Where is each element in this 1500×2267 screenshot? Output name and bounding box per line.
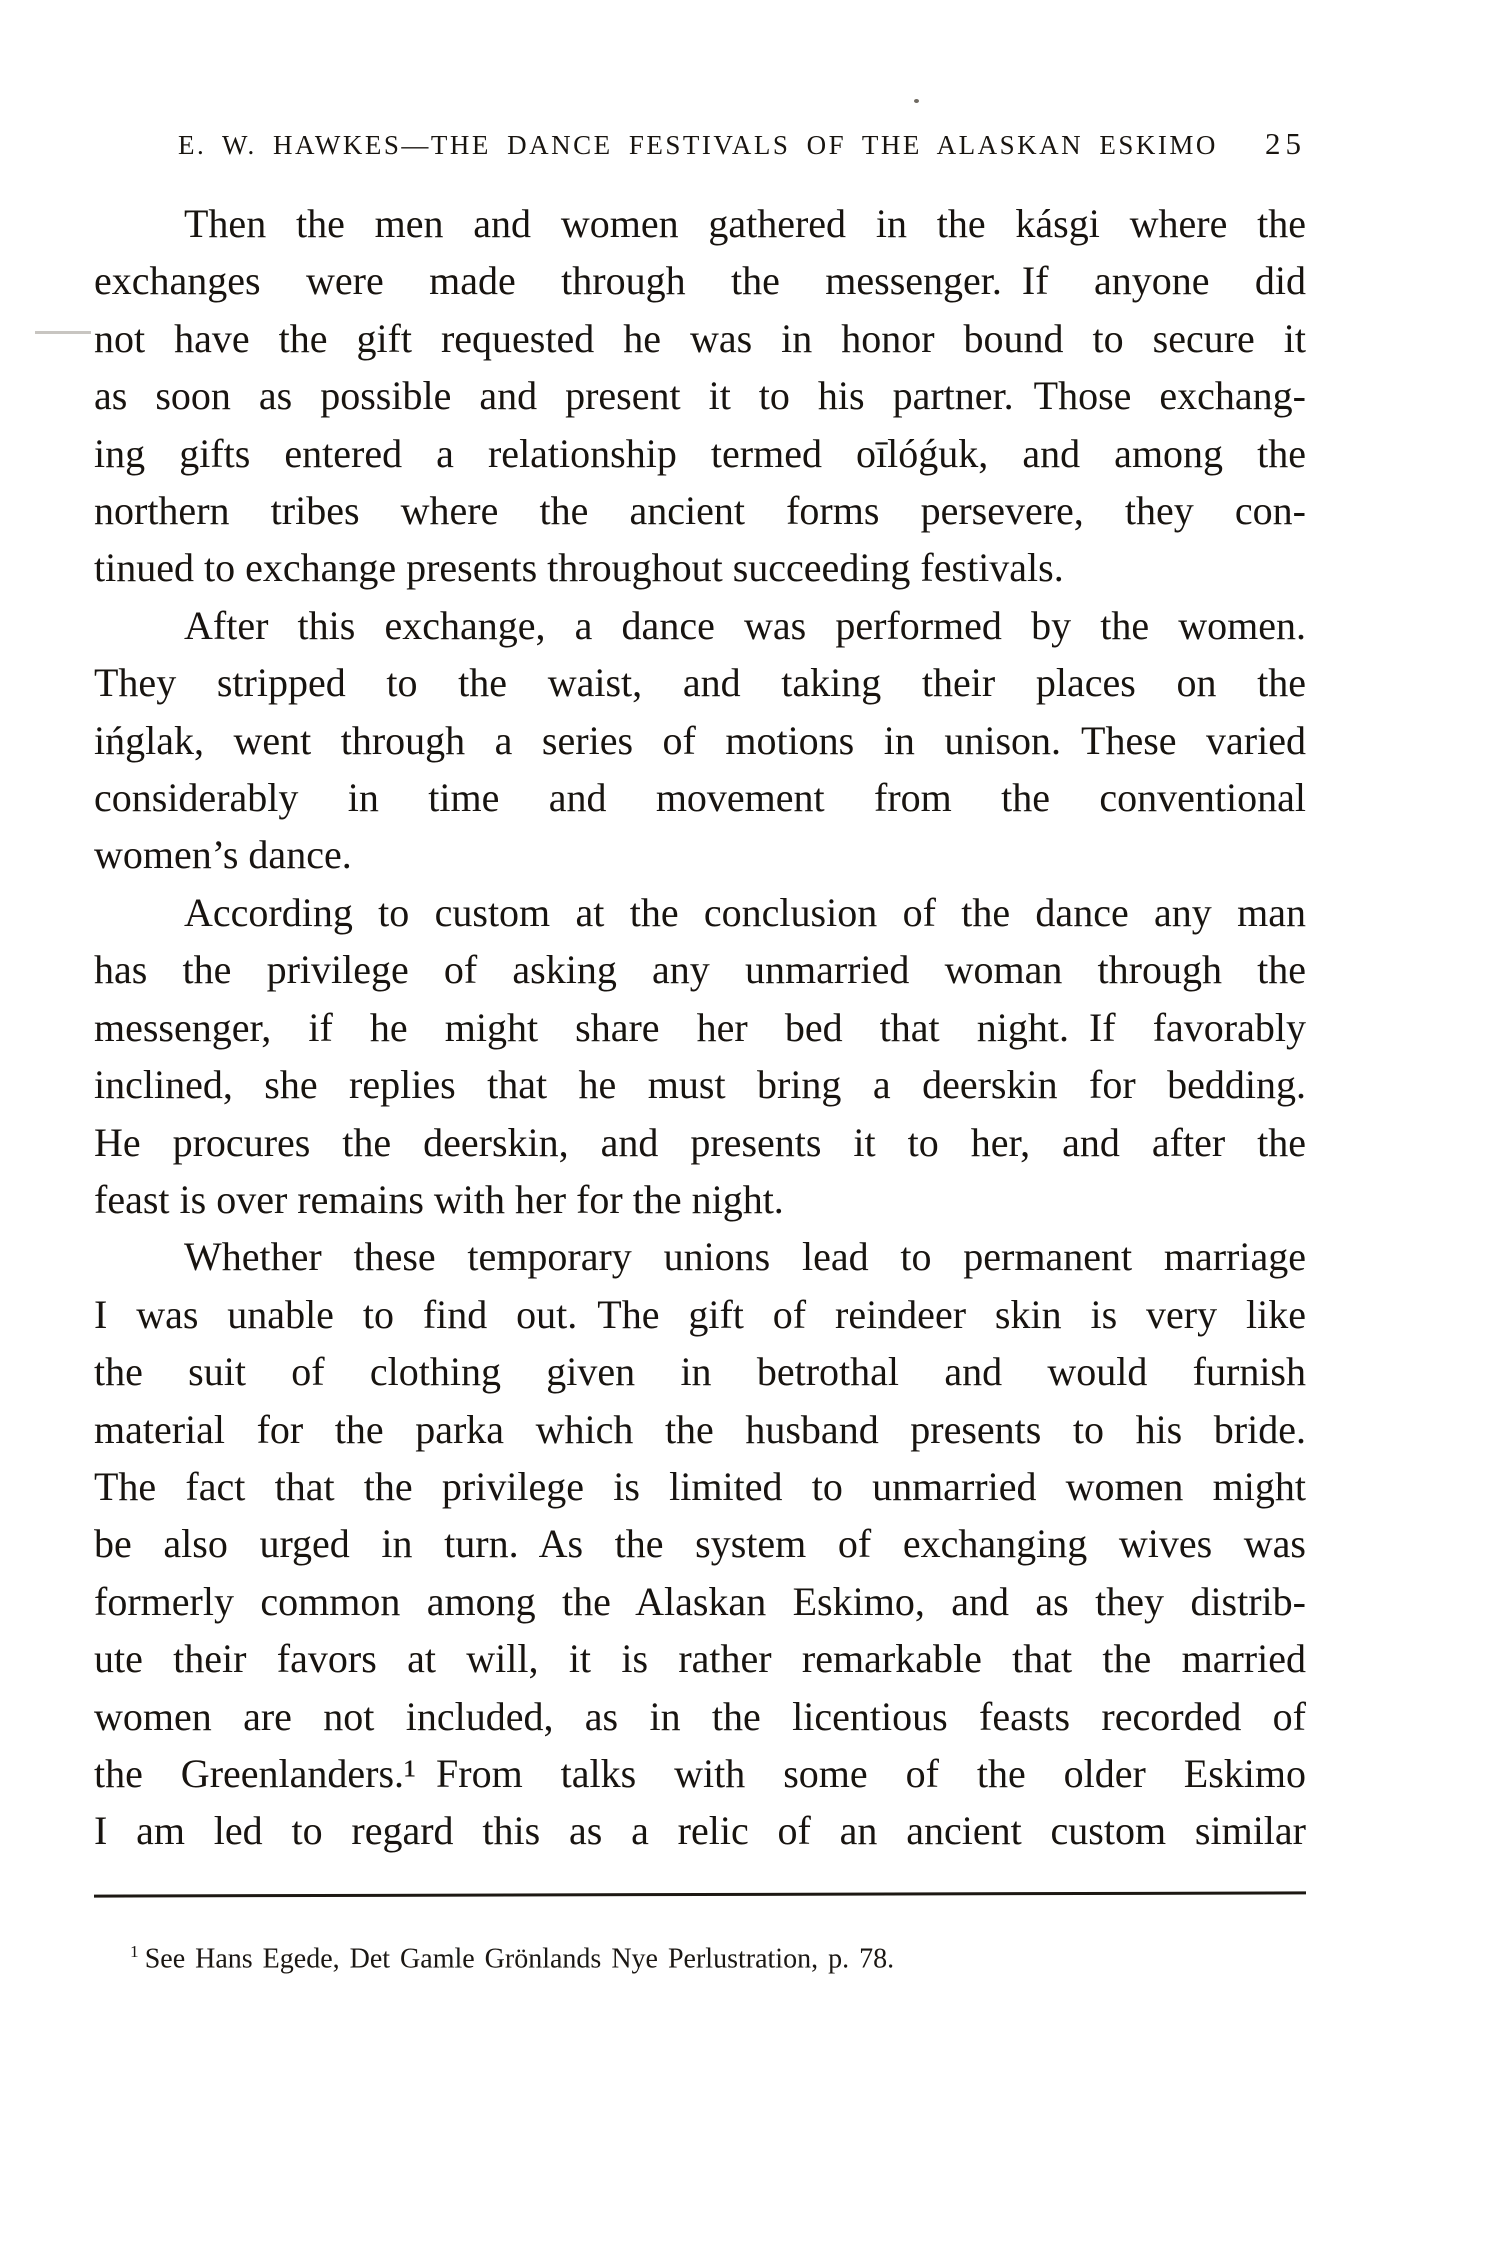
running-head-title: E. W. HAWKES—THE DANCE FESTIVALS OF THE ALASKAN ESKIMO: [178, 130, 1218, 160]
text-line: Whether these temporary unions lead to permanent marriage: [184, 1234, 1306, 1280]
text-line: I was unable to find out. The gift of reindeer skin is very like: [94, 1291, 1306, 1337]
text-line: ińglak, went through a series of motions in unison. These varied: [94, 717, 1306, 763]
text-line: I am led to regard this as a relic of an ancient custom similar: [94, 1808, 1306, 1854]
text-line: According to custom at the conclusion of the dance any man: [184, 889, 1306, 935]
text-line: ing gifts entered a relationship termed oīlóǵuk, and among the: [94, 430, 1306, 476]
text-line: inclined, she replies that he must bring a deerskin for bedding.: [94, 1062, 1306, 1108]
text-line: formerly common among the Alaskan Eskimo, and as they distrib-: [94, 1578, 1306, 1624]
footnote: [94, 1942, 1306, 1975]
scan-speck-artifact: [914, 99, 919, 103]
text-line: After this exchange, a dance was performed by the women.: [184, 602, 1306, 648]
footnote-text: See Hans Egede, Det Gamle Grönlands Nye Perlustration, p. 78.: [144, 1943, 895, 1975]
text-line: Then the men and women gathered in the kásgi where the: [184, 201, 1306, 246]
text-line: exchanges were made through the messenger. If anyone did: [94, 258, 1306, 304]
text-line: The fact that the privilege is limited to unmarried women might: [94, 1463, 1306, 1509]
scan-dash-artifact: [35, 331, 91, 334]
text-line: northern tribes where the ancient forms persevere, they con-: [94, 488, 1306, 534]
text-line: messenger, if he might share her bed that night. If favorably: [94, 1004, 1306, 1050]
text-line: not have the gift requested he was in honor bound to secure it: [94, 315, 1306, 361]
text-line: as soon as possible and present it to his partner. Those exchang-: [94, 373, 1306, 419]
text-line: women’s dance.: [94, 832, 352, 878]
text-line: has the privilege of asking any unmarried woman through the: [94, 947, 1306, 993]
text-line: ute their favors at will, it is rather remarkable that the married: [94, 1636, 1306, 1682]
text-line: He procures the deerskin, and presents it to her, and after the: [94, 1119, 1306, 1165]
text-line: considerably in time and movement from the conventional: [94, 775, 1306, 821]
text-line: They stripped to the waist, and taking their places on the: [94, 660, 1306, 706]
footnote-marker: 1: [130, 1942, 139, 1961]
text-line: material for the parka which the husband presents to his bride.: [94, 1406, 1306, 1452]
page-number: 25: [1265, 126, 1306, 161]
text-line: be also urged in turn. As the system of exchanging wives was: [94, 1521, 1306, 1567]
text-line: feast is over remains with her for the night.: [94, 1176, 784, 1222]
running-head: [178, 126, 1306, 162]
text-line: the suit of clothing given in betrothal and would furnish: [94, 1349, 1306, 1395]
text-line: tinued to exchange presents throughout succeeding festivals.: [94, 545, 1064, 591]
text-line: women are not included, as in the licentious feasts recorded of: [94, 1693, 1306, 1739]
text-line: the Greenlanders.¹ From talks with some of the older Eskimo: [94, 1750, 1306, 1796]
footnote-divider: [94, 1891, 1306, 1897]
body-text: [94, 195, 1306, 1860]
